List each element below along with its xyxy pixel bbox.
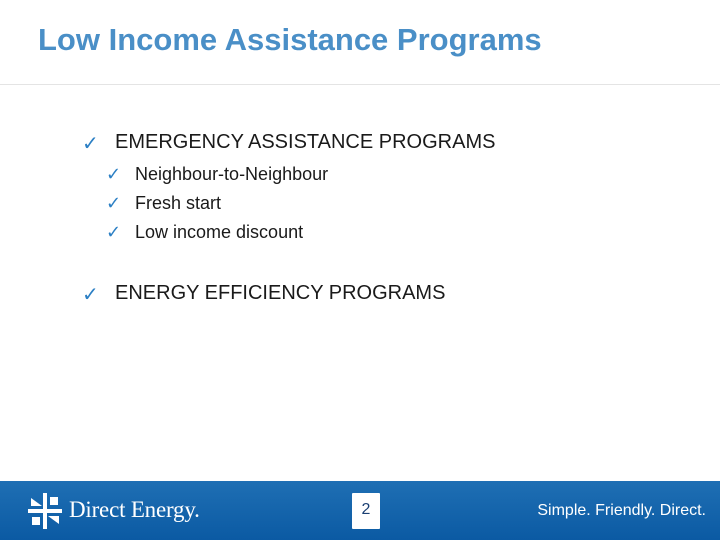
- bullet-emergency-assistance: EMERGENCY ASSISTANCE PROGRAMS: [115, 131, 496, 153]
- logo-wordmark: Direct Energy.: [69, 497, 200, 522]
- subitem-neighbour-to-neighbour: Neighbour-to-Neighbour: [135, 164, 329, 184]
- title-divider: [0, 84, 720, 85]
- checkmark-icon: ✓: [82, 131, 99, 155]
- checkmark-icon: ✓: [82, 282, 99, 306]
- checkmark-icon: ✓: [106, 193, 122, 214]
- checkmark-icon: ✓: [106, 222, 122, 243]
- slide-title: Low Income Assistance Programs: [38, 22, 542, 57]
- page-number: 2: [361, 501, 371, 518]
- footer-bar: [0, 481, 720, 540]
- subitem-low-income-discount: Low income discount: [135, 222, 304, 242]
- page-number-box: [352, 493, 380, 529]
- subitem-fresh-start: Fresh start: [135, 193, 222, 213]
- checkmark-icon: ✓: [106, 164, 122, 185]
- direct-energy-logo-icon: [28, 493, 62, 529]
- footer-tagline: Simple. Friendly. Direct.: [537, 502, 706, 519]
- bullet-energy-efficiency: ENERGY EFFICIENCY PROGRAMS: [115, 282, 446, 304]
